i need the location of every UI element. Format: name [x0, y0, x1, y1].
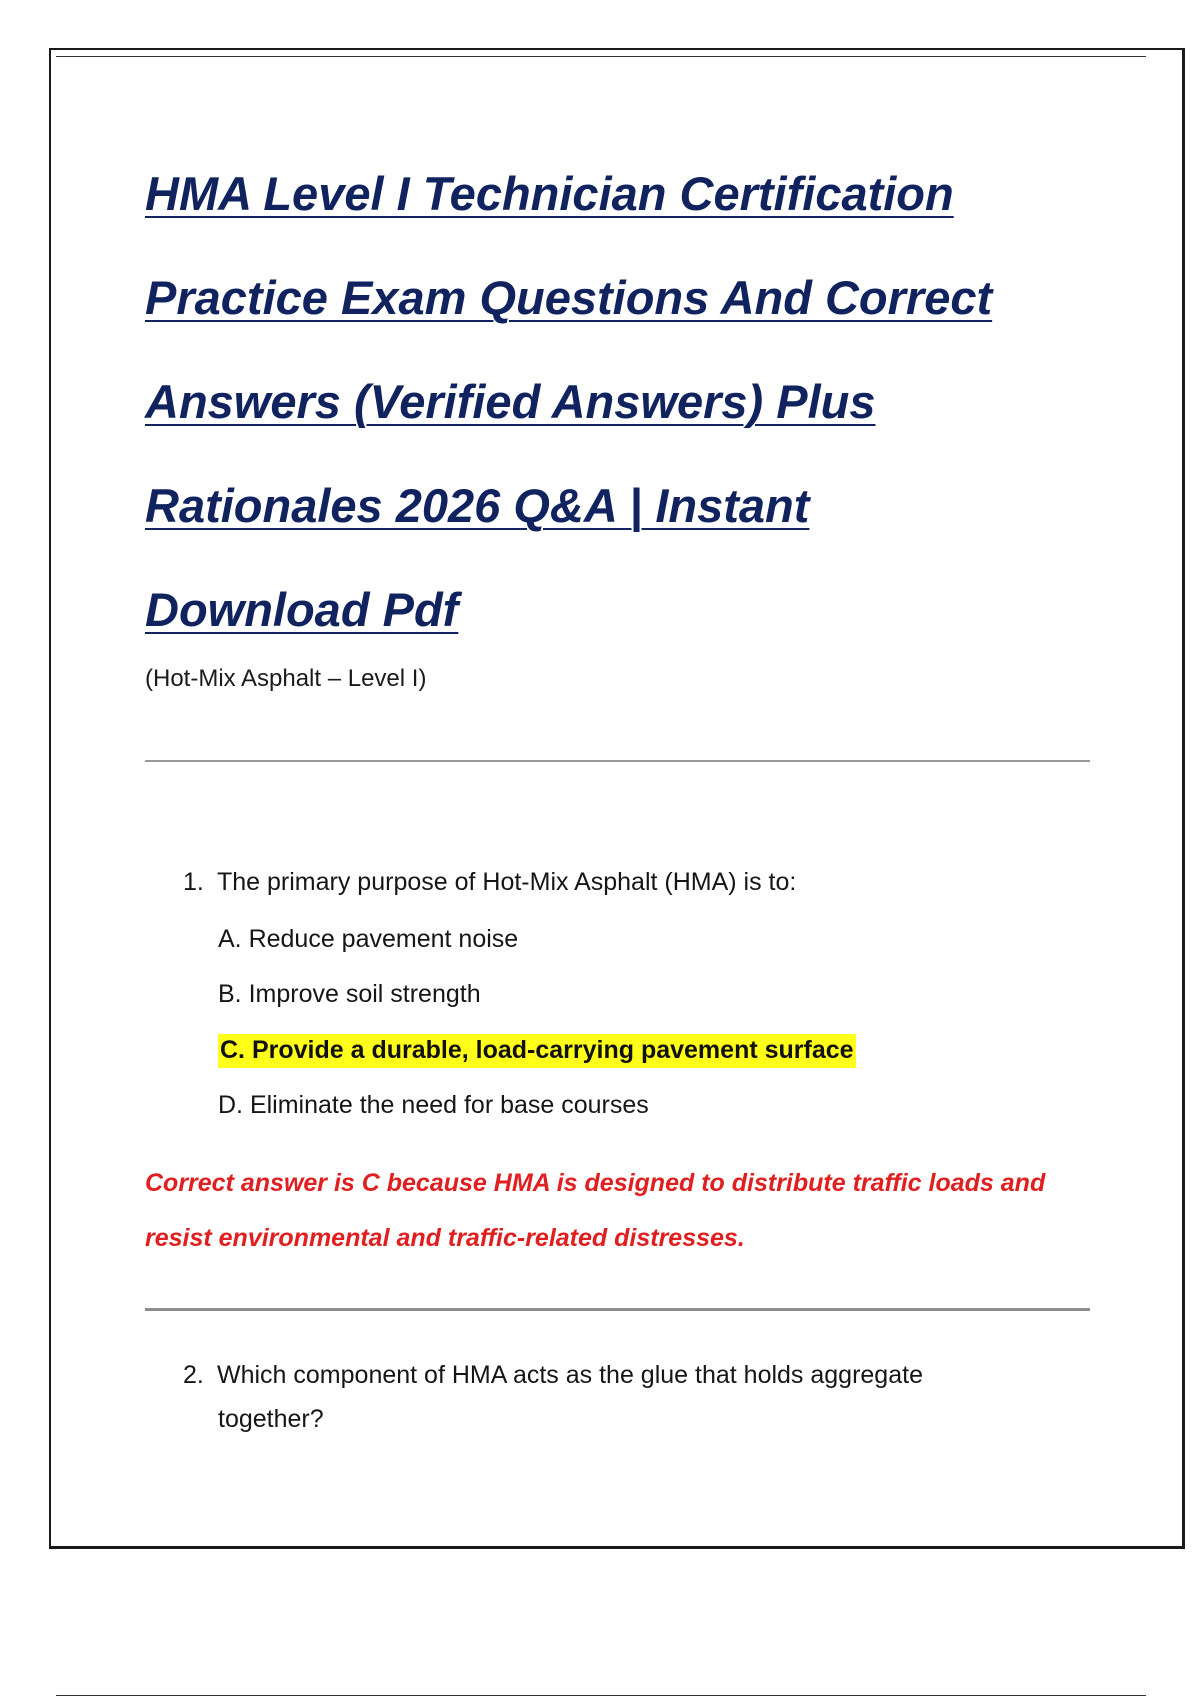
question-number: 2.	[183, 1361, 204, 1389]
question-text: Which component of HMA acts as the glue that holds aggregate	[217, 1361, 923, 1389]
document-title	[145, 142, 1075, 662]
answer-option-a: A. Reduce pavement noise	[218, 925, 519, 953]
answer-option-d: D. Eliminate the need for base courses	[218, 1091, 649, 1119]
answer-rationale: Correct answer is C because HMA is designed to distribute traffic loads and resist environmental and traffic-related distresses.	[145, 1169, 1046, 1252]
question-2	[183, 1348, 923, 1403]
question-text-continued: together?	[218, 1405, 324, 1433]
answer-option-b: B. Improve soil strength	[218, 980, 481, 1008]
title-line-1: HMA Level I Technician Certification	[145, 167, 954, 220]
top-rule	[56, 56, 1146, 57]
question-text: The primary purpose of Hot-Mix Asphalt (HMA) is to:	[217, 868, 797, 896]
highlighted-answer: C. Provide a durable, load-carrying pavement surface	[218, 1034, 856, 1068]
title-line-5: Download Pdf	[145, 583, 459, 636]
title-line-2: Practice Exam Questions And Correct	[145, 271, 993, 324]
bottom-rule	[56, 1695, 1146, 1696]
question-1	[183, 868, 796, 897]
title-line-3: Answers (Verified Answers) Plus	[145, 375, 876, 428]
question-number: 1.	[183, 868, 204, 896]
title-line-4: Rationales 2026 Q&A | Instant	[145, 479, 810, 532]
section-divider	[145, 1308, 1090, 1311]
section-divider	[145, 760, 1090, 762]
subtitle: (Hot-Mix Asphalt – Level I)	[145, 665, 427, 692]
answer-option-c-correct	[218, 1036, 856, 1065]
